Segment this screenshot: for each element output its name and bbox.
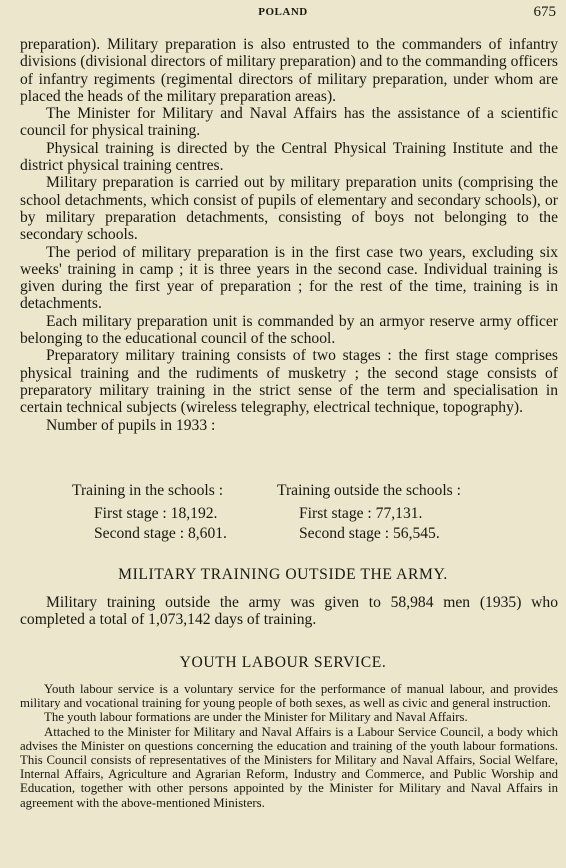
paragraph: Number of pupils in 1933 :: [46, 416, 216, 434]
paragraph: Physical training is directed by the Central Physical Training Institute and the district physical training centres.: [20, 139, 558, 175]
pupils-table: [20, 481, 558, 541]
paragraph: Attached to the Minister for Military and Naval Affairs is a Labour Service Council, a body which advises the Minister on questions concerning the education and training of the youth labour formations. This Council consists of representatives of the Ministers for Military and Naval Affairs, Social Welfare, Internal Affairs, Agriculture and Agrarian Reform, Industry and Commerce, and Public Worship and Education, together with other persons appointed by the Minister for Military and Naval Affairs in agreement with the above-mentioned Ministers.: [20, 724, 558, 810]
section-title: MILITARY TRAINING OUTSIDE THE ARMY.: [118, 566, 448, 583]
page-header: [0, 4, 566, 26]
paragraph: The Minister for Military and Naval Affairs has the assistance of a scientific council for physical training.: [20, 105, 558, 140]
main-text: [20, 36, 558, 434]
in-schools-column: [72, 481, 227, 544]
column-heading: Training outside the schools :: [277, 482, 461, 499]
paragraph: preparation). Military preparation is also entrusted to the commanders of infantry divisions (divisional directors of military preparation) and to the commanding officers of infantry regiments (regimental directors of military preparation, under whom are placed the heads of the military preparation areas).: [20, 36, 558, 105]
column-heading: Training in the schools :: [72, 482, 224, 499]
paragraph: The period of military preparation is in the first case two years, excluding six weeks' training in camp ; it is three years in the second case. Individual training is given during the first year of preparation ; for the rest of the time, training is in detachments.: [20, 243, 558, 313]
paragraph: The youth labour formations are under the Minister for Military and Naval Affairs.: [44, 710, 468, 725]
stat-row: First stage : 18,192.: [94, 505, 218, 522]
paragraph: Military preparation is carried out by military preparation units (comprising the school detachments, which consist of pupils of elementary and secondary schools), or by military preparation detachments, consisting of boys not belonging to the secondary schools.: [20, 174, 558, 244]
stat-row: First stage : 77,131.: [299, 505, 423, 522]
running-head: POLAND: [258, 6, 308, 18]
section-title: YOUTH LABOUR SERVICE.: [179, 654, 387, 671]
stat-row: Second stage : 8,601.: [94, 525, 227, 542]
paragraph: Youth labour service is a voluntary service for the performance of manual labour, and provides military and vocational training for young people of both sexes, as well as civic and general instruction.: [20, 682, 558, 711]
section-body: [20, 594, 558, 629]
paragraph: Each military preparation unit is commanded by an armyor reserve army officer belonging to the educational council of the school.: [20, 312, 558, 348]
outside-schools-column: [277, 481, 461, 544]
paragraph: Preparatory military training consists of two stages : the first stage comprises physical training and the rudiments of musketry ; the second stage consists of preparatory military training in the strict sense of the term and specialisation in certain technical subjects (wireless telegraphy, electrical technique, topography).: [20, 347, 558, 417]
stat-row: Second stage : 56,545.: [299, 525, 440, 542]
page-number: 675: [533, 4, 556, 20]
paragraph: Military training outside the army was given to 58,984 men (1935) who completed a total of 1,073,142 days of training.: [20, 594, 558, 629]
section-body: [20, 682, 558, 810]
